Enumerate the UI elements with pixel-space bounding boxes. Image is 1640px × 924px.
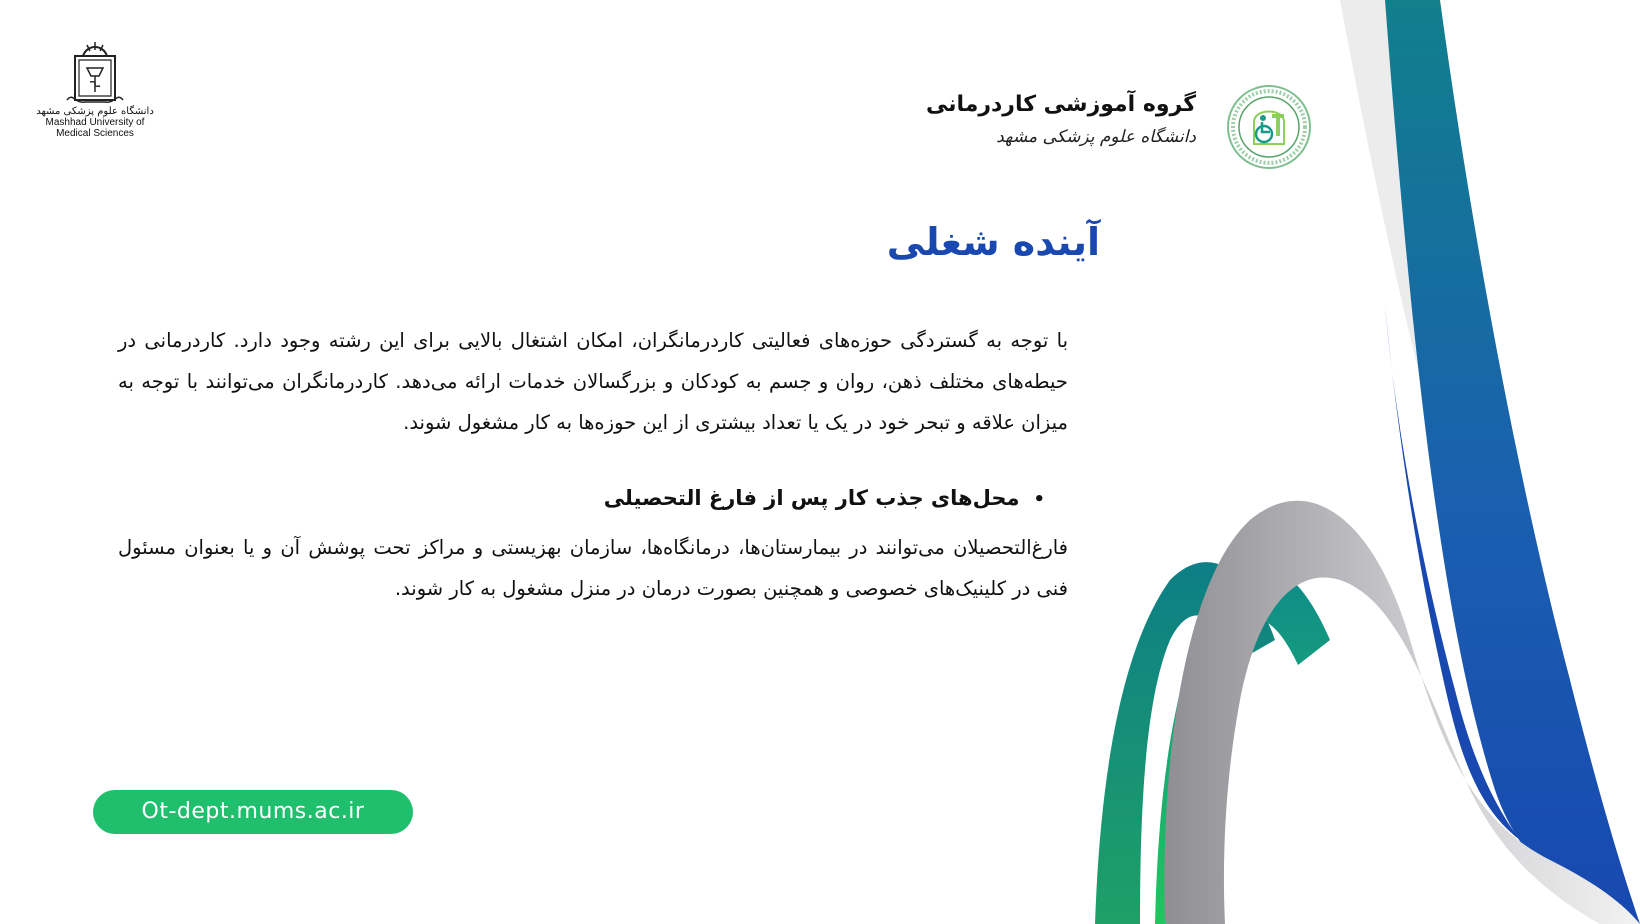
website-link[interactable]: Ot-dept.mums.ac.ir — [93, 790, 413, 834]
department-seal-icon — [1226, 84, 1312, 170]
university-logo-fa: دانشگاه علوم پزشکی مشهد — [36, 106, 154, 117]
intro-paragraph: با توجه به گستردگی حوزه‌های فعالیتی کاردرمانگران، امکان اشتغال بالایی برای این رشته وجود دارد. کاردرمانی در حیطه‌های مختلف ذهن، روان و جسم به کودکان و بزرگسالان خدمات ارائه می‌دهد. کاردرمانگران می‌توانند با توجه به میزان علاقه و تبحر خود در یک یا تعداد بیشتری از این حوزه‌ها به کار مشغول شوند. — [118, 329, 1068, 434]
university-logo — [30, 42, 160, 162]
header — [840, 92, 1196, 147]
university-logo-en-2: Medical Sciences — [56, 128, 134, 139]
page-title: آینده شغلی — [886, 220, 1100, 264]
bullet-icon: • — [1033, 489, 1045, 510]
university-logo-en-1: Mashhad University of — [45, 117, 145, 128]
university-emblem-icon — [65, 42, 125, 108]
university-name: دانشگاه علوم پزشکی مشهد — [996, 127, 1196, 147]
section-heading-text: محل‌های جذب کار پس از فارغ التحصیلی — [603, 486, 1020, 510]
department-name: گروه آموزشی کاردرمانی — [925, 92, 1196, 117]
section-paragraph: فارغ‌التحصیلان می‌توانند در بیمارستان‌ها، درمانگاه‌ها، سازمان بهزیستی و مراکز تحت پوشش آن و یا بعنوان مسئول فنی در کلینیک‌های خصوصی و همچنین بصورت درمان در منزل مشغول به کار شوند. — [118, 536, 1068, 600]
section-heading — [500, 486, 1045, 510]
